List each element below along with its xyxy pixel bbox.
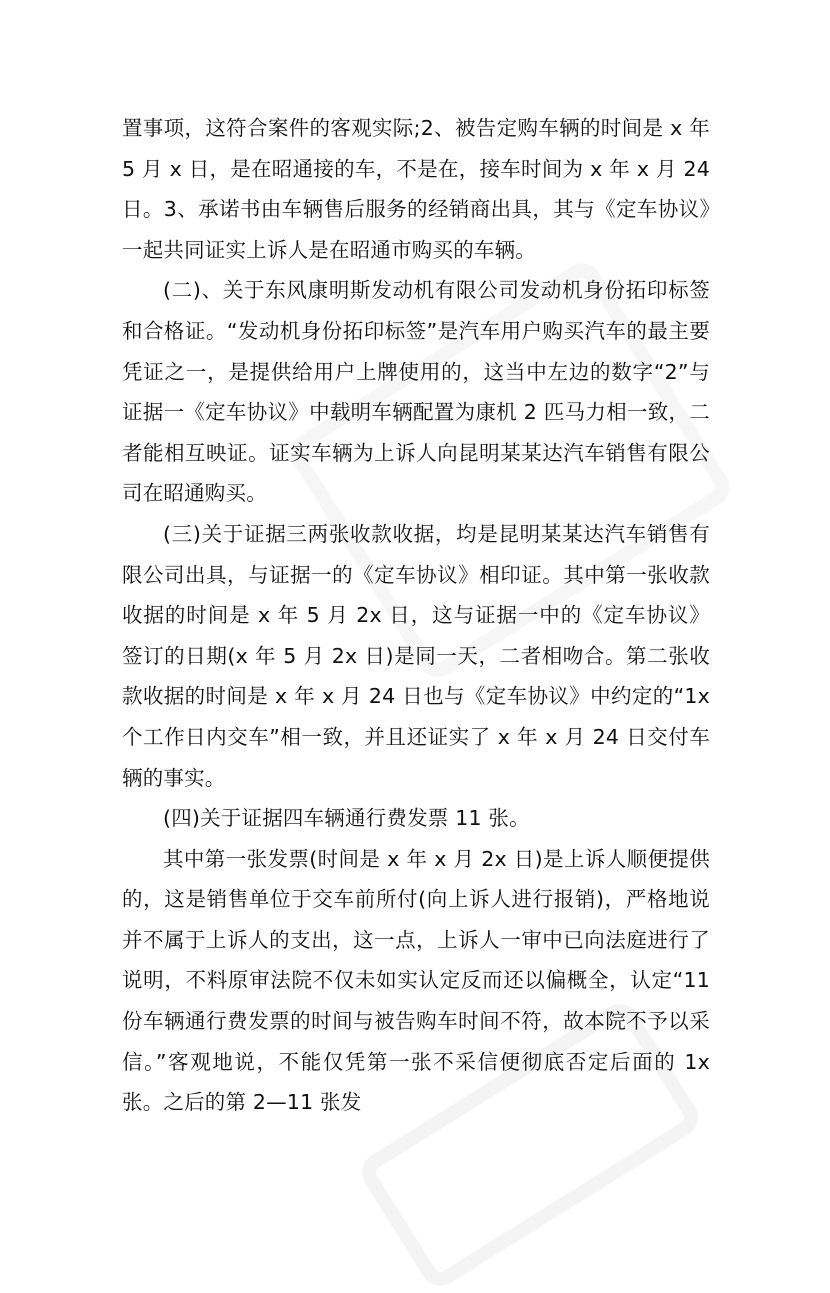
document-body [122, 108, 710, 1123]
paragraph-3: (三)关于证据三两张收款收据，均是昆明某某达汽车销售有限公司出具，与证据一的《定车协议》相印证。其中第一张收款收据的时间是 x 年 5 月 2x 日，这与证据一中的《定车协议》签订的日期(x 年 5 月 2x 日)是同一天，二者相吻合。第二张收款收据的时间是 x 年 x 月 24 日也与《定车协议》中约定的“1x 个工作日内交车”相一致，并且还证实了 x 年 x 月 24 日交付车辆的事实。 [122, 521, 710, 790]
paragraph-4: (四)关于证据四车辆通行费发票 11 张。 [163, 806, 530, 831]
paragraph-1: 置事项，这符合案件的客观实际;2、被告定购车辆的时间是 x 年 5 月 x 日，是在昭通接的车，不是在，接车时间为 x 年 x 月 24 日。3、承诺书由车辆售后服务的经销商出具，其与《定车协议》一起共同证实上诉人是在昭通市购买的车辆。 [122, 116, 710, 262]
paragraph-2: (二)、关于东风康明斯发动机有限公司发动机身份拓印标签和合格证。“发动机身份拓印标签”是汽车用户购买汽车的最主要凭证之一，是提供给用户上牌使用的，这当中左边的数字“2”与证据一《定车协议》中载明车辆配置为康机 2 匹马力相一致，二者能相互映证。证实车辆为上诉人向昆明某某达汽车销售有限公司在昭通购买。 [122, 278, 710, 506]
paragraph-5: 其中第一张发票(时间是 x 年 x 月 2x 日)是上诉人顺便提供的，这是销售单位于交车前所付(向上诉人进行报销)，严格地说并不属于上诉人的支出，这一点，上诉人一审中已向法庭进行了说明，不料原审法院不仅未如实认定反而还以偏概全，认定“11 份车辆通行费发票的时间与被告购车时间不符，故本院不予以采信。”客观地说，不能仅凭第一张不采信便彻底否定后面的 1x 张。之后的第 2—11 张发 [122, 846, 710, 1115]
